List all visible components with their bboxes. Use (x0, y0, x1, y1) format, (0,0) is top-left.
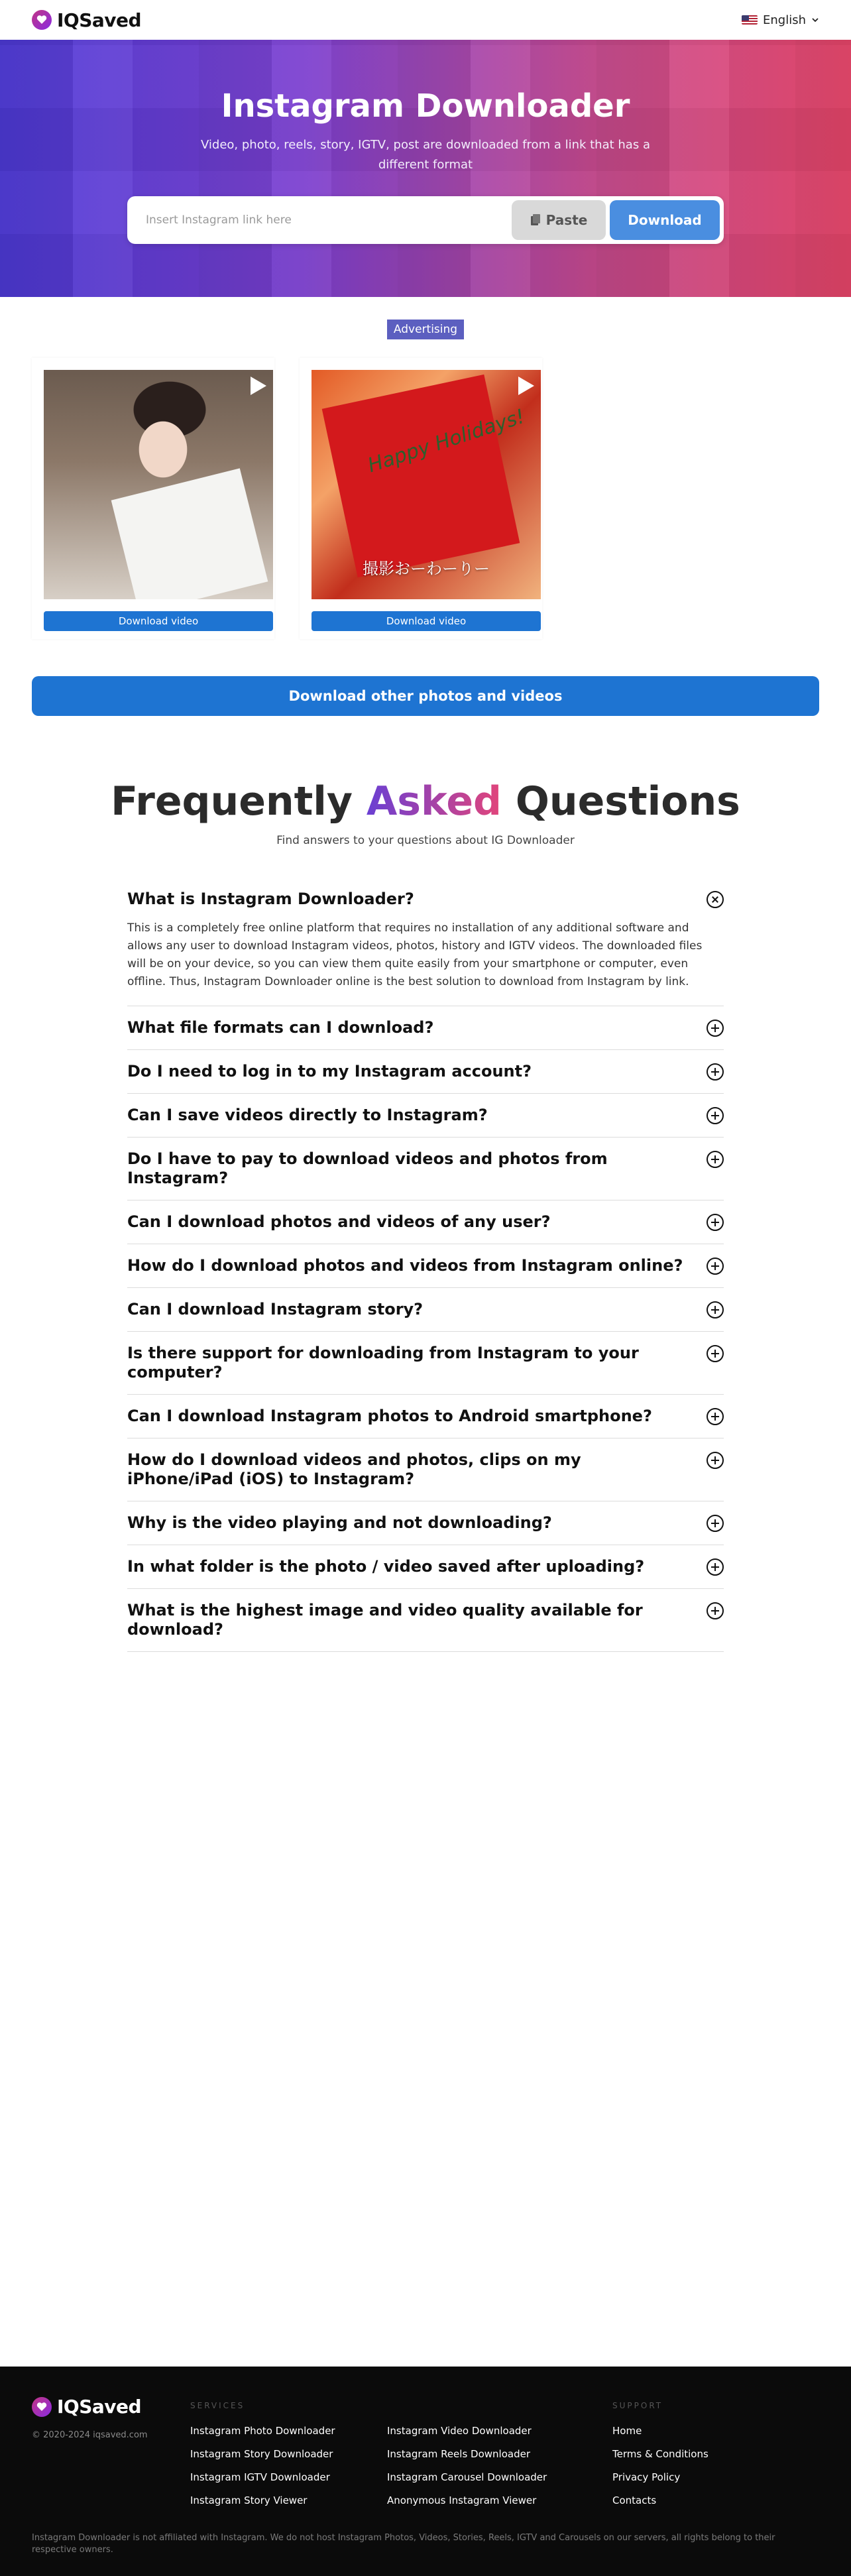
plus-circle-icon[interactable] (707, 1345, 724, 1362)
faq-title-accent: Asked (366, 778, 502, 825)
camera-heart-icon (32, 2397, 52, 2417)
footer-link[interactable]: Home (612, 2425, 642, 2437)
us-flag-icon (742, 15, 758, 25)
faq-item[interactable] (127, 1545, 724, 1589)
faq-item[interactable] (127, 1288, 724, 1332)
faq-item[interactable] (127, 1589, 724, 1652)
brand-name: IQSaved (57, 9, 142, 31)
footer-link[interactable]: Terms & Conditions (612, 2448, 709, 2460)
play-icon[interactable] (518, 377, 534, 395)
faq-item[interactable] (127, 1244, 724, 1288)
chevron-down-icon (811, 16, 819, 24)
faq-question[interactable]: What is Instagram Downloader? (127, 890, 414, 908)
paste-label: Paste (545, 212, 588, 228)
faq-question[interactable]: Do I have to pay to download videos and photos from Instagram? (127, 1149, 608, 1187)
footer-link[interactable]: Instagram IGTV Downloader (190, 2471, 330, 2483)
plus-circle-icon[interactable] (707, 1452, 724, 1469)
faq-question[interactable]: Can I download Instagram photos to Android smartphone? (127, 1407, 652, 1425)
faq-list (127, 878, 724, 1652)
plus-circle-icon[interactable] (707, 1214, 724, 1231)
language-selector[interactable] (742, 13, 819, 27)
video-card (300, 358, 542, 639)
language-label: English (763, 13, 806, 27)
video-thumbnail[interactable] (312, 370, 541, 599)
footer-link[interactable]: Instagram Video Downloader (387, 2425, 532, 2437)
faq-item[interactable] (127, 1050, 724, 1094)
paste-button[interactable] (512, 200, 606, 240)
plus-circle-icon[interactable] (707, 1602, 724, 1619)
plus-circle-icon[interactable] (707, 1063, 724, 1081)
disclaimer: Instagram Downloader is not affiliated with Instagram. We do not host Instagram Photos, Videos, Stories, Reels, IGTV and Carousels on our servers, all rights belong to their respective owners. (32, 2533, 775, 2555)
support-column (612, 2425, 709, 2518)
support-heading: SUPPORT (612, 2401, 663, 2410)
faq-item[interactable] (127, 1138, 724, 1200)
faq-item[interactable] (127, 1006, 724, 1050)
faq-item[interactable] (127, 1501, 724, 1545)
footer (0, 2367, 851, 2576)
thumbnail-caption: 撮影おーわーりー (363, 559, 490, 578)
faq-question[interactable]: How do I download photos and videos from Instagram online? (127, 1256, 683, 1275)
faq-question[interactable]: Can I download Instagram story? (127, 1300, 424, 1318)
faq-question[interactable]: Can I download photos and videos of any user? (127, 1212, 551, 1231)
faq-item[interactable] (127, 1200, 724, 1244)
faq-question[interactable]: Why is the video playing and not downloading? (127, 1513, 552, 1532)
footer-link[interactable]: Instagram Reels Downloader (387, 2448, 530, 2460)
advertising-label: Advertising (387, 320, 464, 339)
plus-circle-icon[interactable] (707, 1515, 724, 1532)
download-button[interactable]: Download (610, 200, 720, 240)
faq-question[interactable]: Can I save videos directly to Instagram? (127, 1106, 488, 1124)
footer-link[interactable]: Instagram Story Viewer (190, 2494, 308, 2506)
footer-link[interactable]: Privacy Policy (612, 2471, 681, 2483)
faq-title-part: Frequently (111, 778, 367, 825)
faq-item[interactable] (127, 1094, 724, 1138)
faq-answer: This is a completely free online platform that requires no installation of any additional software and allows any user to download Instagram videos, photos, history and IGTV videos. The downloaded files will be on your device, so you can view them quite easily from your smartphone or computer, even offline. Thus, Instagram Downloader online is the best solution to download from Instagram by link. (127, 921, 703, 988)
thumbnail-detail (322, 375, 520, 577)
page-title: Instagram Downloader (221, 88, 630, 125)
camera-heart-icon (32, 10, 52, 30)
download-video-button[interactable]: Download video (312, 611, 541, 631)
footer-link[interactable]: Instagram Carousel Downloader (387, 2471, 547, 2483)
hero-section (0, 40, 851, 297)
hero-subtitle: Video, photo, reels, story, IGTV, post are downloaded from a link that has a different format (201, 138, 650, 172)
video-thumbnail[interactable] (44, 370, 273, 599)
faq-question[interactable]: Do I need to log in to my Instagram account? (127, 1062, 532, 1081)
faq-title-part: Questions (501, 778, 740, 825)
faq-question[interactable]: Is there support for downloading from Instagram to your computer? (127, 1344, 639, 1381)
faq-item[interactable] (127, 1332, 724, 1395)
services-column-1 (190, 2425, 335, 2518)
footer-link[interactable]: Contacts (612, 2494, 657, 2506)
faq-question[interactable]: In what folder is the photo / video saved after uploading? (127, 1557, 645, 1576)
plus-circle-icon[interactable] (707, 1258, 724, 1275)
faq-question[interactable]: What is the highest image and video quality available for download? (127, 1601, 643, 1639)
footer-brand: IQSaved (57, 2396, 142, 2418)
footer-link[interactable]: Instagram Story Downloader (190, 2448, 333, 2460)
copyright: © 2020-2024 iqsaved.com (32, 2430, 148, 2440)
plus-circle-icon[interactable] (707, 1558, 724, 1576)
faq-item[interactable] (127, 1438, 724, 1501)
close-circle-icon[interactable] (707, 891, 724, 908)
services-column-2 (387, 2425, 547, 2518)
clipboard-icon (530, 214, 541, 226)
faq-question[interactable]: How do I download videos and photos, clips on my iPhone/iPad (iOS) to Instagram? (127, 1450, 581, 1488)
top-bar (0, 0, 851, 40)
footer-link[interactable]: Anonymous Instagram Viewer (387, 2494, 537, 2506)
play-icon[interactable] (251, 377, 266, 395)
plus-circle-icon[interactable] (707, 1151, 724, 1168)
faq-subtitle: Find answers to your questions about IG Downloader (276, 834, 575, 847)
thumbnail-bag-text: Happy Holidays! (365, 404, 528, 478)
plus-circle-icon[interactable] (707, 1107, 724, 1124)
footer-link[interactable]: Instagram Photo Downloader (190, 2425, 335, 2437)
faq-title (0, 778, 851, 825)
thumbnail-detail (111, 468, 268, 599)
download-other-button[interactable]: Download other photos and videos (32, 676, 819, 716)
plus-circle-icon[interactable] (707, 1408, 724, 1425)
faq-item[interactable] (127, 878, 724, 1006)
link-input[interactable] (131, 200, 512, 240)
video-card (32, 358, 274, 639)
download-video-button[interactable]: Download video (44, 611, 273, 631)
logo[interactable] (32, 9, 141, 31)
plus-circle-icon[interactable] (707, 1301, 724, 1318)
footer-logo[interactable] (32, 2396, 141, 2418)
faq-question[interactable]: What file formats can I download? (127, 1018, 434, 1037)
plus-circle-icon[interactable] (707, 1020, 724, 1037)
faq-item[interactable] (127, 1395, 724, 1438)
services-heading: SERVICES (190, 2401, 245, 2410)
search-bar (127, 196, 724, 244)
